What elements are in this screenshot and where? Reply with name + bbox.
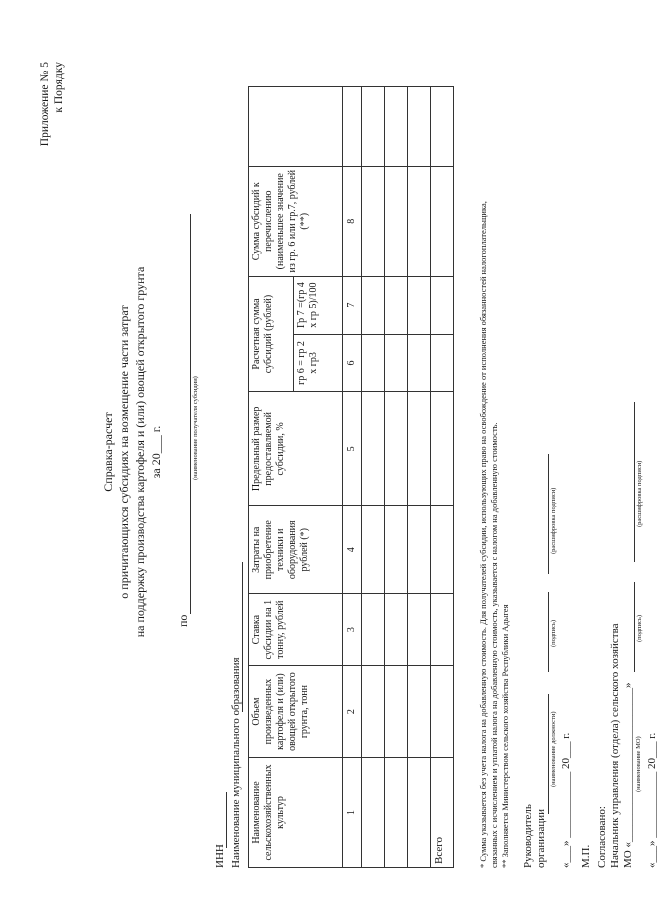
table-cell[interactable] xyxy=(362,334,385,392)
table-cell[interactable] xyxy=(408,392,431,506)
table-cell[interactable] xyxy=(385,334,408,392)
column-number-row xyxy=(343,87,362,868)
header-equipment-costs: Затраты на приобретение техники и оборудования рублей (*) xyxy=(249,506,343,594)
table-cell[interactable] xyxy=(408,594,431,666)
column-number-blank xyxy=(343,87,362,167)
chief-signature-caption: (подпись) xyxy=(636,615,643,642)
signature-caption: (подпись) xyxy=(550,620,557,647)
municipality-field-line[interactable] xyxy=(242,562,243,712)
head-label-1: Руководитель xyxy=(522,804,534,868)
table-row[interactable] xyxy=(408,87,431,868)
table-cell[interactable] xyxy=(385,758,408,868)
table-cell[interactable] xyxy=(362,276,385,334)
recipient-label: по xyxy=(176,614,190,627)
recipient-caption: (наименование получателя субсидии) xyxy=(192,376,199,480)
header-col7-formula: Гр 7 =(гр 4 х гр 5)/100 xyxy=(294,276,343,334)
table-cell[interactable] xyxy=(431,392,454,506)
head-label-2: организации xyxy=(535,808,547,868)
table-cell[interactable] xyxy=(385,276,408,334)
title-line-2: о причитающихся субсидиях на возмещение части затрат xyxy=(117,305,131,599)
appendix-number: Приложение № 5 xyxy=(39,62,51,147)
table-cell[interactable] xyxy=(385,87,408,167)
table-cell[interactable] xyxy=(385,392,408,506)
table-cell[interactable] xyxy=(362,594,385,666)
table-cell[interactable] xyxy=(408,276,431,334)
header-blank-column xyxy=(249,87,343,167)
appendix-header xyxy=(38,62,66,146)
column-number: 8 xyxy=(343,166,362,276)
recipient-field-line[interactable] xyxy=(190,214,191,614)
position-caption: (наименование должности) xyxy=(550,711,557,787)
decoding-caption: (расшифровка подписи) xyxy=(550,487,557,554)
table-cell[interactable] xyxy=(408,666,431,758)
table-cell[interactable] xyxy=(362,506,385,594)
inn-field-line[interactable] xyxy=(226,792,227,848)
signature-field-line[interactable] xyxy=(548,592,549,672)
table-row[interactable] xyxy=(362,87,385,868)
table-cell[interactable] xyxy=(385,666,408,758)
table-cell[interactable] xyxy=(362,392,385,506)
mo-name-line[interactable]: МО «____________________________» xyxy=(622,682,634,868)
header-rate: Ставка субсидии на 1 тонну, рублей xyxy=(249,594,343,666)
footnote-2: ** Заполняется Министерством сельского хозяйства Республики Адыгея xyxy=(500,604,510,868)
column-number: 2 xyxy=(343,666,362,758)
header-volume: Объем произведенных картофеля и (или) овощей открытого грунта, тонн xyxy=(249,666,343,758)
table-total-row[interactable] xyxy=(431,87,454,868)
table-cell[interactable] xyxy=(431,276,454,334)
header-col6-formula: гр 6 = гр 2 х гр3 xyxy=(294,334,343,392)
total-label: Всего xyxy=(431,758,454,868)
appendix-reference: к Порядку xyxy=(53,62,65,113)
table-cell[interactable] xyxy=(385,506,408,594)
stamp-placeholder: М.П. xyxy=(580,844,592,868)
decoding-field-line[interactable] xyxy=(548,454,549,574)
table-cell[interactable] xyxy=(408,334,431,392)
inn-label: ИНН xyxy=(214,844,226,868)
footnotes xyxy=(478,68,511,868)
table-cell[interactable] xyxy=(431,87,454,167)
header-max-subsidy: Предельный размер предоставляемой субсидии, % xyxy=(249,392,343,506)
footnote-1: * Сумма указывается без учета налога на добавленную стоимость. Для получателей субсидии, использующих право на освобождение от исполнения обязанностей налогоплательщика, xyxy=(478,201,488,868)
table-cell[interactable] xyxy=(431,594,454,666)
title-line-3: на поддержку производства картофеля и (или) овощей открытого грунта xyxy=(133,266,147,638)
table-cell[interactable] xyxy=(408,87,431,167)
column-number: 4 xyxy=(343,506,362,594)
header-calculated-sum: Расчетная сумма субсидий (рублей) xyxy=(249,276,294,392)
header-subsidy-payable: Сумма субсидий к перечислению (наименьшее значение из гр. 6 или гр.7, рублей (**) xyxy=(249,166,343,276)
table-cell[interactable] xyxy=(408,758,431,868)
table-cell[interactable] xyxy=(362,758,385,868)
column-number: 5 xyxy=(343,392,362,506)
table-cell[interactable] xyxy=(362,166,385,276)
agreed-label: Согласовано: xyxy=(596,806,608,868)
chief-decoding-caption: (расшифровка подписи) xyxy=(636,460,643,527)
footnote-1-continued: связанных с исчислением и уплатой налога на добавленную стоимость, указывается с налогом на добавленную стоимость. xyxy=(489,422,499,868)
table-cell[interactable] xyxy=(362,87,385,167)
chief-signature-line[interactable] xyxy=(634,582,635,672)
title-line-1: Справка-расчет xyxy=(101,412,115,492)
title-line-4: за 20___ г. xyxy=(149,425,163,479)
head-date-line[interactable]: «___» ____________ 20___ г. xyxy=(560,732,572,868)
position-field-line[interactable] xyxy=(548,694,549,814)
header-crop-name: Наименование сельскохозяйственных культур xyxy=(249,758,343,868)
chief-date-line[interactable]: «___» ____________ 20___ г. xyxy=(646,732,658,868)
column-number: 7 xyxy=(343,276,362,334)
rotated-form-page xyxy=(30,32,658,872)
chief-decoding-line[interactable] xyxy=(634,402,635,562)
table-row[interactable] xyxy=(385,87,408,868)
table-cell[interactable] xyxy=(431,666,454,758)
table-cell[interactable] xyxy=(408,506,431,594)
column-number: 3 xyxy=(343,594,362,666)
table-cell[interactable] xyxy=(408,166,431,276)
table-header-row xyxy=(249,87,294,868)
table-cell[interactable] xyxy=(431,334,454,392)
municipality-label: Наименование муниципального образования xyxy=(230,657,242,868)
document-title xyxy=(100,32,164,872)
table-cell[interactable] xyxy=(385,166,408,276)
table-cell[interactable] xyxy=(385,594,408,666)
chief-title: Начальник управления (отдела) сельского хозяйства xyxy=(609,623,621,868)
calculation-table xyxy=(248,86,454,868)
column-number: 1 xyxy=(343,758,362,868)
table-cell[interactable] xyxy=(431,166,454,276)
mo-caption: (наименование МО) xyxy=(635,736,642,792)
table-cell[interactable] xyxy=(362,666,385,758)
table-cell[interactable] xyxy=(431,506,454,594)
column-number: 6 xyxy=(343,334,362,392)
